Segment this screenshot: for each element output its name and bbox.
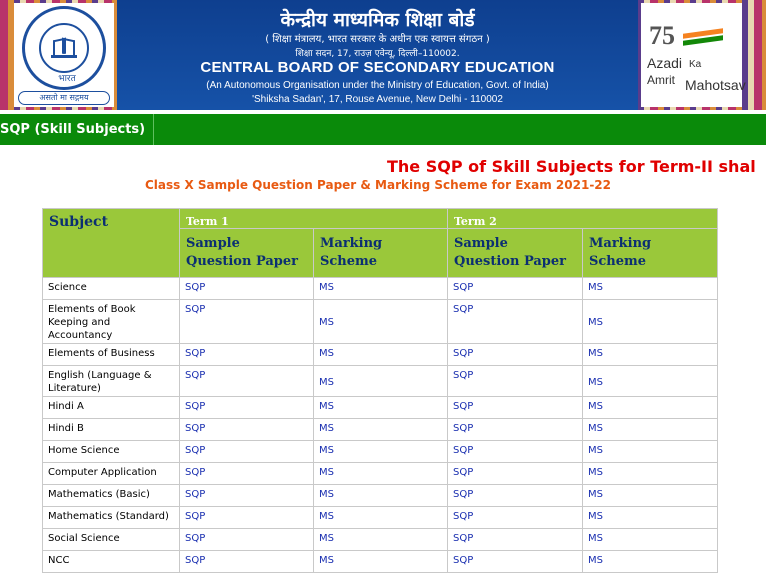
term2-ms-link[interactable]: MS <box>583 278 718 300</box>
page-heading <box>0 178 766 192</box>
subject-cell: Computer Application <box>43 463 180 485</box>
table-row <box>43 529 718 551</box>
mahotsav-text: Mahotsav <box>685 77 746 93</box>
term1-ms-link[interactable]: MS <box>314 529 448 551</box>
sqp-table <box>42 208 718 573</box>
term2-sqp-link[interactable]: SQP <box>448 485 583 507</box>
term1-sqp-link[interactable]: SQP <box>180 485 314 507</box>
subject-cell: Hindi A <box>43 397 180 419</box>
table-row <box>43 397 718 419</box>
seal-text: भारत <box>58 74 76 84</box>
board-title: CENTRAL BOARD OF SECONDARY EDUCATION <box>200 59 555 76</box>
subject-cell: Elements of Book Keeping and Accountancy <box>43 300 180 344</box>
subject-cell: Home Science <box>43 441 180 463</box>
term2-ms-link[interactable]: MS <box>583 441 718 463</box>
hindi-address: शिक्षा सदन, 17, राउज़ एवेन्यू, दिल्ली–110002. <box>295 49 460 59</box>
table-row <box>43 344 718 366</box>
term2-sqp-link[interactable]: SQP <box>448 397 583 419</box>
term2-sqp-link[interactable]: SQP <box>448 366 583 397</box>
table-body <box>43 278 718 573</box>
table-row <box>43 278 718 300</box>
term2-sqp-link[interactable]: SQP <box>448 419 583 441</box>
term2-ms-link[interactable]: MS <box>583 419 718 441</box>
azadi-75: 75 <box>649 21 675 50</box>
term2-ms-link[interactable]: MS <box>583 366 718 397</box>
term1-ms-link[interactable]: MS <box>314 485 448 507</box>
subject-cell: Science <box>43 278 180 300</box>
term1-sqp-link[interactable]: SQP <box>180 441 314 463</box>
term1-ms-link[interactable]: MS <box>314 300 448 344</box>
board-subtitle: (An Autonomous Organisation under the Ministry of Education, Govt. of India) <box>206 80 549 91</box>
table-row <box>43 441 718 463</box>
term1-sqp-link[interactable]: SQP <box>180 507 314 529</box>
book-icon <box>51 37 77 58</box>
term2-sqp-link[interactable]: SQP <box>448 529 583 551</box>
term1-ms-link[interactable]: MS <box>314 366 448 397</box>
term1-sqp-link[interactable]: SQP <box>180 300 314 344</box>
term1-sqp-link[interactable]: SQP <box>180 397 314 419</box>
term1-ms-header: Marking Scheme <box>314 229 448 278</box>
term2-sqp-link[interactable]: SQP <box>448 278 583 300</box>
term2-sqp-link[interactable]: SQP <box>448 463 583 485</box>
hindi-subtitle: ( शिक्षा मंत्रालय, भारत सरकार के अधीन एक स्वायत्त संगठन ) <box>265 34 490 45</box>
cbse-seal <box>22 6 106 90</box>
term1-sqp-link[interactable]: SQP <box>180 529 314 551</box>
term2-ms-link[interactable]: MS <box>583 551 718 573</box>
subject-cell: Hindi B <box>43 419 180 441</box>
azadi-text: Azadi <box>647 55 683 71</box>
main-nav <box>0 114 766 145</box>
term1-header: Term 1 <box>180 209 448 229</box>
subject-header: Subject <box>43 209 180 278</box>
term2-ms-link[interactable]: MS <box>583 300 718 344</box>
azadi-ka-amrit-mahotsav-logo[interactable] <box>641 3 746 107</box>
nav-item-sqp-skill-subjects[interactable]: SQP (Skill Subjects) <box>0 114 154 145</box>
term1-ms-link[interactable]: MS <box>314 507 448 529</box>
term2-ms-link[interactable]: MS <box>583 463 718 485</box>
subject-cell: Elements of Business <box>43 344 180 366</box>
term1-sqp-link[interactable]: SQP <box>180 344 314 366</box>
term1-sqp-header: Sample Question Paper <box>180 229 314 278</box>
term1-sqp-link[interactable]: SQP <box>180 551 314 573</box>
term1-ms-link[interactable]: MS <box>314 344 448 366</box>
subject-cell: Mathematics (Standard) <box>43 507 180 529</box>
site-header <box>0 0 766 110</box>
subject-cell: Social Science <box>43 529 180 551</box>
table-row <box>43 485 718 507</box>
term1-ms-link[interactable]: MS <box>314 278 448 300</box>
term1-ms-link[interactable]: MS <box>314 463 448 485</box>
term2-ms-link[interactable]: MS <box>583 397 718 419</box>
term2-sqp-link[interactable]: SQP <box>448 344 583 366</box>
term1-sqp-link[interactable]: SQP <box>180 366 314 397</box>
term2-sqp-link[interactable]: SQP <box>448 507 583 529</box>
table-row <box>43 300 718 344</box>
table-row <box>43 366 718 397</box>
amrit-text: Amrit <box>647 73 675 87</box>
term2-sqp-link[interactable]: SQP <box>448 551 583 573</box>
announcement-marquee[interactable]: The SQP of Skill Subjects for Term-II shal <box>387 157 756 176</box>
term1-ms-link[interactable]: MS <box>314 397 448 419</box>
term2-ms-link[interactable]: MS <box>583 485 718 507</box>
subject-cell: English (Language & Literature) <box>43 366 180 397</box>
term1-sqp-link[interactable]: SQP <box>180 278 314 300</box>
term1-ms-link[interactable]: MS <box>314 419 448 441</box>
term1-sqp-link[interactable]: SQP <box>180 463 314 485</box>
page-heading-text: Class X Sample Question Paper & Marking Scheme for Exam 2021-22 <box>144 178 612 192</box>
term2-sqp-header: Sample Question Paper <box>448 229 583 278</box>
subject-cell: Mathematics (Basic) <box>43 485 180 507</box>
term2-ms-link[interactable]: MS <box>583 507 718 529</box>
term2-sqp-link[interactable]: SQP <box>448 441 583 463</box>
term1-sqp-link[interactable]: SQP <box>180 419 314 441</box>
term2-ms-header: Marking Scheme <box>583 229 718 278</box>
term2-ms-link[interactable]: MS <box>583 529 718 551</box>
term2-sqp-link[interactable]: SQP <box>448 300 583 344</box>
term2-header: Term 2 <box>448 209 718 229</box>
table-header-row <box>43 209 718 229</box>
ka-text: Ka <box>689 59 702 70</box>
board-address: 'Shiksha Sadan', 17, Rouse Avenue, New Delhi - 110002 <box>252 94 503 105</box>
term1-ms-link[interactable]: MS <box>314 441 448 463</box>
term2-ms-link[interactable]: MS <box>583 344 718 366</box>
table-row <box>43 507 718 529</box>
term1-ms-link[interactable]: MS <box>314 551 448 573</box>
table-row <box>43 551 718 573</box>
cbse-logo[interactable] <box>14 3 114 107</box>
header-banner <box>117 0 638 110</box>
seal-motto: असतो मा सद्गमय <box>18 91 110 105</box>
hindi-title: केन्द्रीय माध्यमिक शिक्षा बोर्ड <box>280 9 475 31</box>
table-row <box>43 463 718 485</box>
subject-cell: NCC <box>43 551 180 573</box>
table-row <box>43 419 718 441</box>
